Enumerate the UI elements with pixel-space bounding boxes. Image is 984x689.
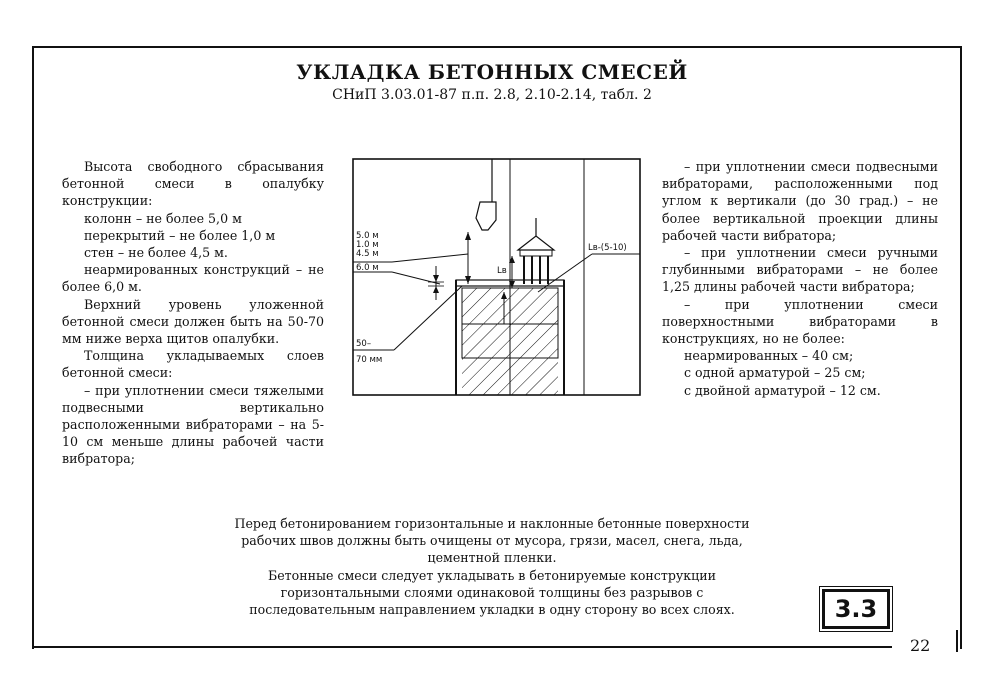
list-item: с одной арматурой – 25 см; [684, 365, 866, 381]
right-column [662, 158, 938, 399]
vibrator-head-icon [518, 236, 554, 250]
bottom-paragraph-cleaning: Перед бетонированием горизонтальные и наклонные бетонные поверхности рабочих швов должны быть очищены от мусора, грязи, масел, снега, льда, цементной пленки. [234, 516, 750, 566]
left-intro: Высота свободного сбрасывания бетонной смеси в опалубку конструкции: [62, 159, 324, 209]
page-title: УКЛАДКА БЕТОННЫХ СМЕСЕЙ [296, 60, 688, 84]
label-height-5: 5.0 м [356, 231, 379, 241]
frame-right-tail [956, 630, 958, 652]
left-paragraph-layers: Толщина укладываемых слоев бетонной смеси: [62, 348, 324, 381]
bucket-icon [476, 202, 496, 230]
frame-bottom-rule [32, 646, 892, 648]
label-50: 50– [356, 339, 372, 349]
label-lb: Lв [497, 266, 507, 276]
label-height-1: 1.0 м [356, 240, 379, 250]
leader-line [392, 254, 468, 262]
right-paragraph-surface-vibrators: – при уплотнении смеси поверхностными вибраторами в конструкциях, но не более: [662, 296, 938, 347]
label-height-45: 4.5 м [356, 249, 379, 259]
concrete-layer [462, 288, 558, 358]
right-paragraph-hand-vibrators: – при уплотнении смеси ручными глубинными вибраторами – не более 1,25 длины рабочей части вибратора; [662, 245, 938, 295]
vibrator-plate [520, 250, 552, 256]
list-item: колонн – не более 5,0 м [84, 210, 242, 226]
bottom-paragraph-layers: Бетонные смеси следует укладывать в бетонируемые конструкции горизонтальными слоями одинаковой толщины без разрывов с последовательным направлением укладки в одну сторону во всех слоях. [249, 567, 735, 618]
concrete-layer [462, 358, 558, 395]
list-item: перекрытий – не более 1,0 м [84, 227, 276, 243]
label-height-6: 6.0 м [356, 263, 379, 273]
arrow-up-icon [465, 232, 471, 240]
left-column [62, 158, 324, 468]
left-paragraph-level: Верхний уровень уложенной бетонной смеси должен быть на 50-70 мм ниже верха щитов опалубки. [62, 296, 324, 347]
page-subtitle: СНиП 3.03.01-87 п.п. 2.8, 2.10-2.14, табл. 2 [332, 87, 652, 103]
label-70mm: 70 мм [356, 355, 383, 365]
label-lb-formula: Lв-(5-10) [588, 243, 627, 253]
leader-line [394, 286, 462, 350]
concrete-placement-diagram [352, 158, 642, 398]
right-paragraph-angled-vibrators: – при уплотнении смеси подвесными вибраторами, расположенными под углом к вертикали (до 30 град.) – не более вертикальной проекции длины рабочей части вибратора; [662, 159, 938, 243]
left-paragraph-heavy-vibrators: – при уплотнении смеси тяжелыми подвесными вертикально расположенными вибраторами – на 5-10 см меньше длины рабочей части вибратора; [62, 382, 324, 467]
page-number: 22 [910, 636, 931, 655]
arrow-down-icon [433, 275, 439, 282]
arrow-up-icon [433, 286, 439, 293]
section-number-badge: 3.3 [822, 589, 890, 629]
list-item: неармированных конструкций – не более 6,0 м. [62, 262, 324, 295]
bottom-notes [232, 515, 752, 618]
list-item: с двойной арматурой – 12 см. [684, 382, 881, 398]
list-item: стен – не более 4,5 м. [84, 245, 228, 261]
list-item: неармированных – 40 см; [684, 348, 854, 364]
